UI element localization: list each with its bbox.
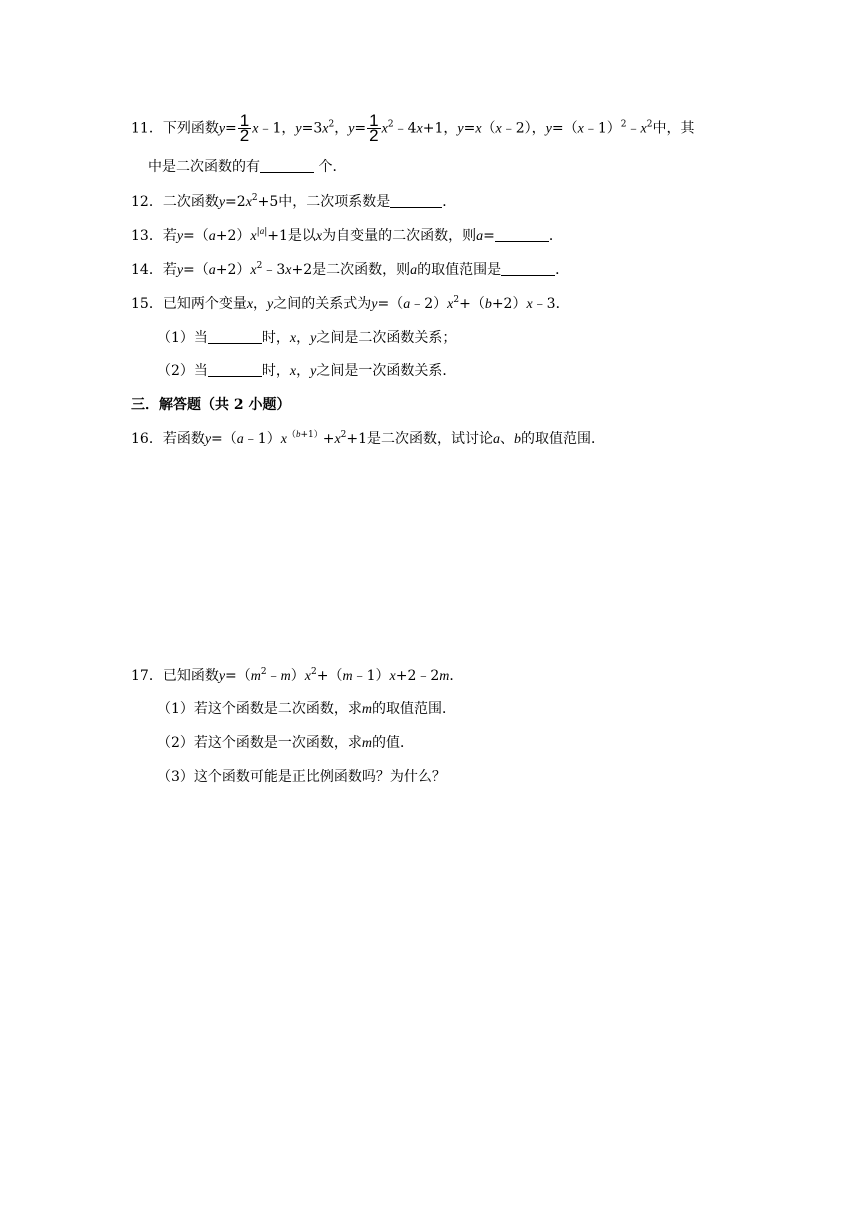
question-number: 11． — [131, 120, 163, 137]
question-17-part-1: （1）若这个函数是二次函数，求m的取值范围． — [157, 701, 457, 717]
question-11-line-1: 11．下列函数y= $\frac{1}{2}$ x﹣1，$y=3x^2$，y= $\frac{1}{2}$ $x^2﹣4x+1$，y=x（x﹣2），$y=(x﹣1)^2﹣x^2$中，其 — [131, 111, 695, 145]
question-15-part-2: （2）当 时，x，y之间是一次函数关系． — [157, 363, 457, 379]
answer-blank[interactable] — [390, 193, 442, 208]
question-14: 14．若$y=(a+2)x^2﹣3x+2$是二次函数，则a的取值范围是 ． — [131, 261, 570, 278]
question-17-part-2: （2）若这个函数是一次函数，求m的值． — [157, 735, 415, 751]
fraction-one-half: $\frac{1}{2}$ — [239, 111, 250, 145]
question-12: 12．二次函数$y=2x^2+5$中，二次项系数是 ． — [131, 193, 457, 210]
answer-blank[interactable] — [495, 227, 549, 242]
question-15-part-1: （1）当 时，x，y之间是二次函数关系； — [157, 330, 457, 346]
question-16: 16．若函数$y=(a﹣1)x^{(b+1)}+x^2+1$是二次函数，试讨论a、b的取值范围． — [131, 429, 606, 447]
section-heading: 三．解答题（共 2 小题） — [131, 397, 291, 413]
question-13: 13．若$y=(a+2)x^{|a|}+1$是以x为自变量的二次函数，则a= ． — [131, 226, 563, 244]
answer-blank[interactable] — [501, 261, 555, 276]
answer-blank[interactable] — [260, 158, 314, 173]
fraction-one-half: $\frac{1}{2}$ — [369, 111, 379, 145]
answer-blank[interactable] — [208, 329, 262, 344]
question-15: 15．已知两个变量x，y之间的关系式为$y=(a﹣2)x^2+(b+2)x﹣3$． — [131, 295, 570, 312]
question-17-part-3: （3）这个函数可能是正比例函数吗？为什么？ — [157, 769, 446, 785]
question-17: 17．已知函数$y=(m^2﹣m)x^2+(m﹣1)x+2﹣2m$． — [131, 667, 464, 684]
answer-blank[interactable] — [208, 362, 262, 377]
question-11-line-2: 中是二次函数的有 个． — [148, 159, 347, 175]
